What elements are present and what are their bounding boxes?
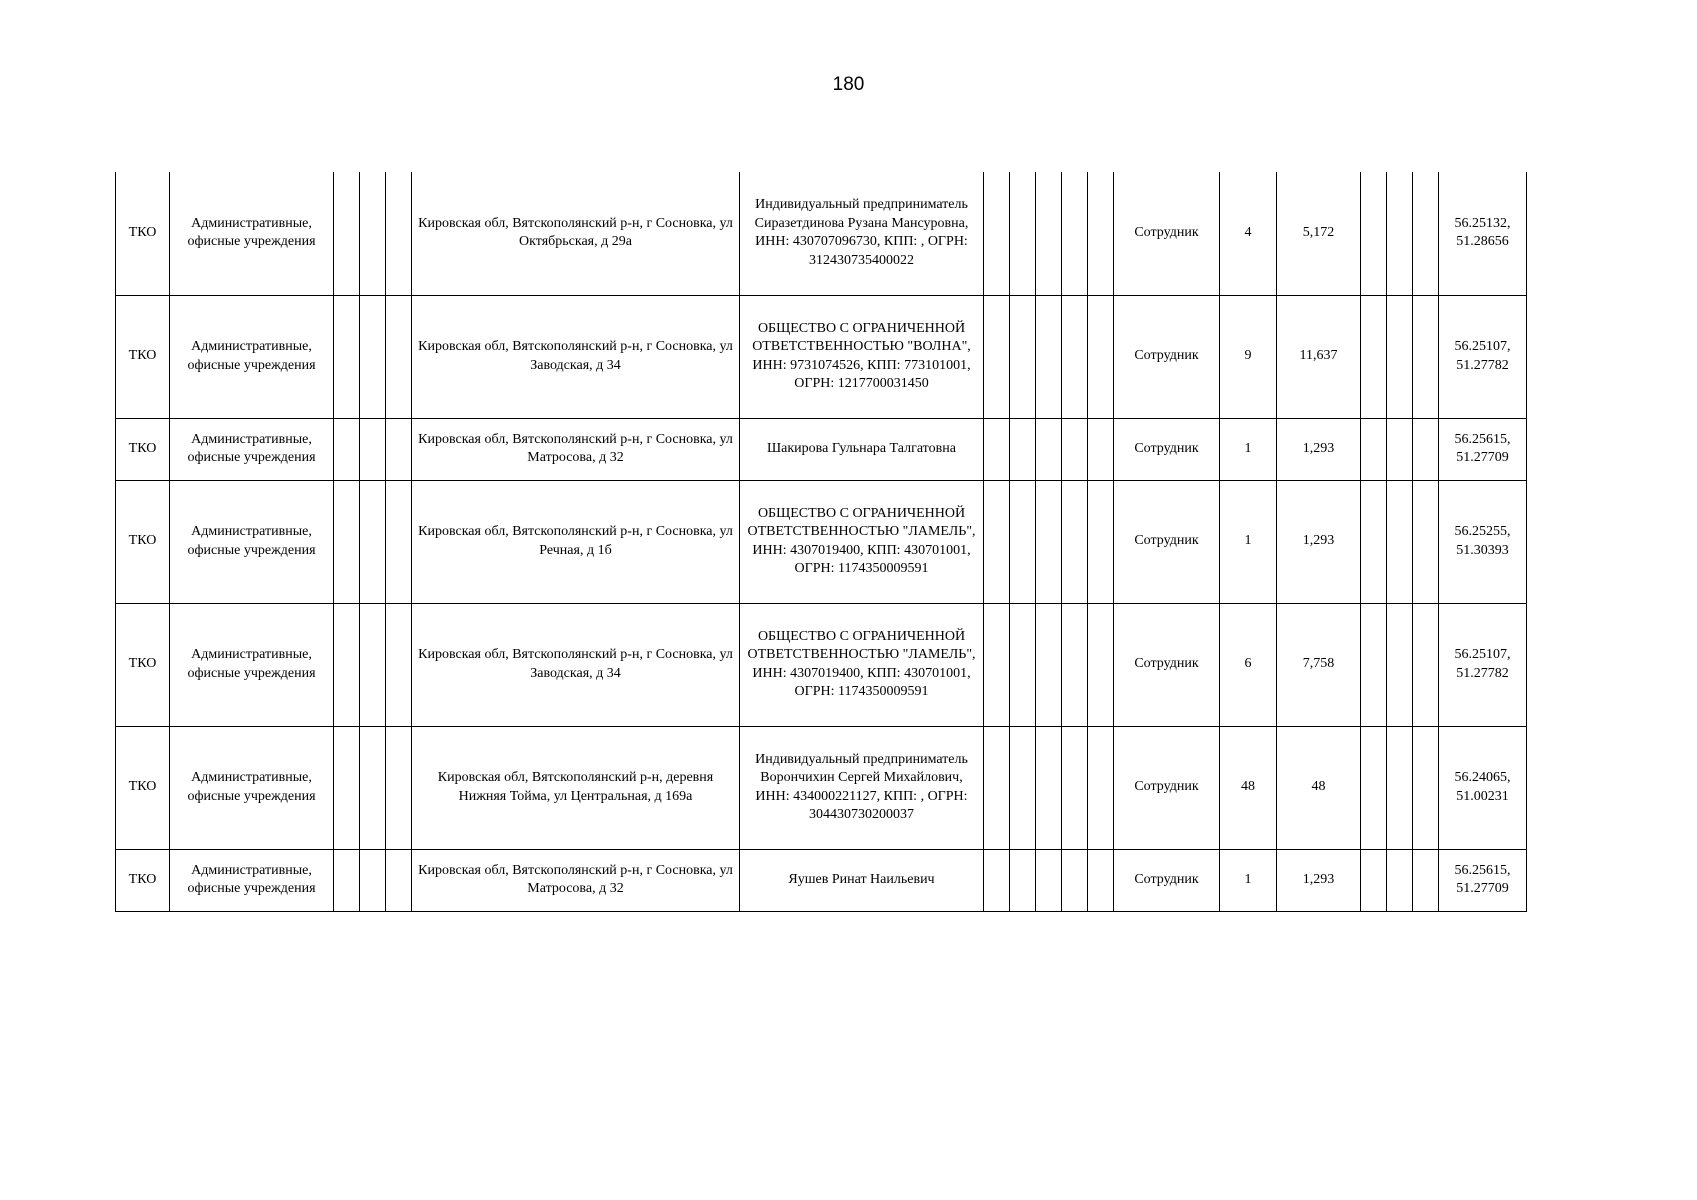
address-cell: Кировская обл, Вятскополянский р-н, г Сосновка, ул Заводская, д 34 xyxy=(412,603,740,726)
quantity-cell: 1 xyxy=(1220,480,1277,603)
empty-cell xyxy=(334,172,360,295)
empty-cell xyxy=(334,295,360,418)
volume-cell: 11,637 xyxy=(1277,295,1361,418)
empty-cell xyxy=(1413,726,1439,849)
quantity-cell: 1 xyxy=(1220,849,1277,911)
table-row xyxy=(116,726,1527,849)
empty-cell xyxy=(1010,295,1036,418)
empty-cell xyxy=(1036,849,1062,911)
empty-cell xyxy=(1361,849,1387,911)
empty-cell xyxy=(386,295,412,418)
waste-type-cell: ТКО xyxy=(116,172,170,295)
quantity-cell: 9 xyxy=(1220,295,1277,418)
owner-cell: Шакирова Гульнара Талгатовна xyxy=(740,418,984,480)
empty-cell xyxy=(1036,172,1062,295)
quantity-cell: 48 xyxy=(1220,726,1277,849)
empty-cell xyxy=(1387,726,1413,849)
quantity-cell: 6 xyxy=(1220,603,1277,726)
address-cell: Кировская обл, Вятскополянский р-н, г Сосновка, ул Матросова, д 32 xyxy=(412,418,740,480)
empty-cell xyxy=(1413,849,1439,911)
empty-cell xyxy=(334,418,360,480)
empty-cell xyxy=(386,726,412,849)
address-cell: Кировская обл, Вятскополянский р-н, г Сосновка, ул Речная, д 1б xyxy=(412,480,740,603)
waste-type-cell: ТКО xyxy=(116,480,170,603)
empty-cell xyxy=(984,295,1010,418)
table-row xyxy=(116,849,1527,911)
empty-cell xyxy=(1387,480,1413,603)
empty-cell xyxy=(1387,603,1413,726)
empty-cell xyxy=(1062,418,1088,480)
coords-cell: 56.25615, 51.27709 xyxy=(1439,849,1527,911)
empty-cell xyxy=(1010,603,1036,726)
empty-cell xyxy=(984,603,1010,726)
empty-cell xyxy=(1062,295,1088,418)
table-row xyxy=(116,295,1527,418)
table-row xyxy=(116,418,1527,480)
empty-cell xyxy=(1010,172,1036,295)
table-row xyxy=(116,172,1527,295)
empty-cell xyxy=(386,849,412,911)
empty-cell xyxy=(1062,480,1088,603)
empty-cell xyxy=(1036,603,1062,726)
coords-cell: 56.24065, 51.00231 xyxy=(1439,726,1527,849)
category-cell: Административные, офисные учреждения xyxy=(170,480,334,603)
empty-cell xyxy=(1010,726,1036,849)
table-row xyxy=(116,480,1527,603)
volume-cell: 1,293 xyxy=(1277,849,1361,911)
address-cell: Кировская обл, Вятскополянский р-н, г Сосновка, ул Заводская, д 34 xyxy=(412,295,740,418)
owner-cell: ОБЩЕСТВО С ОГРАНИЧЕННОЙ ОТВЕТСТВЕННОСТЬЮ "ВОЛНА", ИНН: 9731074526, КПП: 773101001, ОГРН: 1217700031450 xyxy=(740,295,984,418)
empty-cell xyxy=(360,418,386,480)
coords-cell: 56.25132, 51.28656 xyxy=(1439,172,1527,295)
unit-cell: Сотрудник xyxy=(1114,418,1220,480)
empty-cell xyxy=(386,603,412,726)
address-cell: Кировская обл, Вятскополянский р-н, г Сосновка, ул Октябрьская, д 29а xyxy=(412,172,740,295)
empty-cell xyxy=(1361,480,1387,603)
waste-type-cell: ТКО xyxy=(116,418,170,480)
owner-cell: Индивидуальный предприниматель Сиразетдинова Рузана Мансуровна, ИНН: 430707096730, КПП: , ОГРН: 312430735400022 xyxy=(740,172,984,295)
empty-cell xyxy=(334,603,360,726)
empty-cell xyxy=(360,295,386,418)
empty-cell xyxy=(984,849,1010,911)
empty-cell xyxy=(984,726,1010,849)
empty-cell xyxy=(1413,603,1439,726)
empty-cell xyxy=(1036,295,1062,418)
waste-type-cell: ТКО xyxy=(116,849,170,911)
address-cell: Кировская обл, Вятскополянский р-н, г Сосновка, ул Матросова, д 32 xyxy=(412,849,740,911)
empty-cell xyxy=(1413,295,1439,418)
empty-cell xyxy=(1387,172,1413,295)
page-number: 180 xyxy=(832,74,865,95)
volume-cell: 48 xyxy=(1277,726,1361,849)
empty-cell xyxy=(1062,172,1088,295)
empty-cell xyxy=(1062,603,1088,726)
unit-cell: Сотрудник xyxy=(1114,295,1220,418)
category-cell: Административные, офисные учреждения xyxy=(170,849,334,911)
empty-cell xyxy=(1361,172,1387,295)
empty-cell xyxy=(1387,295,1413,418)
coords-cell: 56.25615, 51.27709 xyxy=(1439,418,1527,480)
table-row xyxy=(116,603,1527,726)
unit-cell: Сотрудник xyxy=(1114,172,1220,295)
coords-cell: 56.25107, 51.27782 xyxy=(1439,295,1527,418)
empty-cell xyxy=(360,480,386,603)
quantity-cell: 4 xyxy=(1220,172,1277,295)
empty-cell xyxy=(1088,849,1114,911)
waste-type-cell: ТКО xyxy=(116,726,170,849)
empty-cell xyxy=(360,172,386,295)
unit-cell: Сотрудник xyxy=(1114,849,1220,911)
empty-cell xyxy=(1387,418,1413,480)
empty-cell xyxy=(334,480,360,603)
quantity-cell: 1 xyxy=(1220,418,1277,480)
waste-registry-table xyxy=(115,172,1527,912)
unit-cell: Сотрудник xyxy=(1114,480,1220,603)
empty-cell xyxy=(984,418,1010,480)
empty-cell xyxy=(1387,849,1413,911)
empty-cell xyxy=(360,603,386,726)
category-cell: Административные, офисные учреждения xyxy=(170,603,334,726)
empty-cell xyxy=(334,726,360,849)
empty-cell xyxy=(1413,172,1439,295)
category-cell: Административные, офисные учреждения xyxy=(170,726,334,849)
owner-cell: ОБЩЕСТВО С ОГРАНИЧЕННОЙ ОТВЕТСТВЕННОСТЬЮ "ЛАМЕЛЬ", ИНН: 4307019400, КПП: 430701001, ОГРН: 1174350009591 xyxy=(740,603,984,726)
empty-cell xyxy=(1361,726,1387,849)
empty-cell xyxy=(360,726,386,849)
empty-cell xyxy=(1036,726,1062,849)
empty-cell xyxy=(386,480,412,603)
volume-cell: 1,293 xyxy=(1277,480,1361,603)
empty-cell xyxy=(1010,480,1036,603)
owner-cell: Яушев Ринат Наильевич xyxy=(740,849,984,911)
category-cell: Административные, офисные учреждения xyxy=(170,295,334,418)
empty-cell xyxy=(1413,418,1439,480)
empty-cell xyxy=(1088,480,1114,603)
empty-cell xyxy=(1361,295,1387,418)
empty-cell xyxy=(1088,295,1114,418)
waste-type-cell: ТКО xyxy=(116,603,170,726)
empty-cell xyxy=(1088,172,1114,295)
category-cell: Административные, офисные учреждения xyxy=(170,172,334,295)
empty-cell xyxy=(1036,418,1062,480)
volume-cell: 1,293 xyxy=(1277,418,1361,480)
coords-cell: 56.25255, 51.30393 xyxy=(1439,480,1527,603)
empty-cell xyxy=(1010,418,1036,480)
empty-cell xyxy=(984,480,1010,603)
owner-cell: ОБЩЕСТВО С ОГРАНИЧЕННОЙ ОТВЕТСТВЕННОСТЬЮ "ЛАМЕЛЬ", ИНН: 4307019400, КПП: 430701001, ОГРН: 1174350009591 xyxy=(740,480,984,603)
category-cell: Административные, офисные учреждения xyxy=(170,418,334,480)
unit-cell: Сотрудник xyxy=(1114,603,1220,726)
coords-cell: 56.25107, 51.27782 xyxy=(1439,603,1527,726)
waste-type-cell: ТКО xyxy=(116,295,170,418)
empty-cell xyxy=(1361,418,1387,480)
unit-cell: Сотрудник xyxy=(1114,726,1220,849)
empty-cell xyxy=(1010,849,1036,911)
empty-cell xyxy=(1062,726,1088,849)
empty-cell xyxy=(1088,418,1114,480)
owner-cell: Индивидуальный предприниматель Ворончихин Сергей Михайлович, ИНН: 434000221127, КПП: , ОГРН: 304430730200037 xyxy=(740,726,984,849)
empty-cell xyxy=(1062,849,1088,911)
empty-cell xyxy=(1413,480,1439,603)
empty-cell xyxy=(984,172,1010,295)
empty-cell xyxy=(1036,480,1062,603)
volume-cell: 7,758 xyxy=(1277,603,1361,726)
empty-cell xyxy=(1088,603,1114,726)
empty-cell xyxy=(386,172,412,295)
volume-cell: 5,172 xyxy=(1277,172,1361,295)
empty-cell xyxy=(1088,726,1114,849)
empty-cell xyxy=(334,849,360,911)
address-cell: Кировская обл, Вятскополянский р-н, деревня Нижняя Тойма, ул Центральная, д 169а xyxy=(412,726,740,849)
empty-cell xyxy=(360,849,386,911)
empty-cell xyxy=(386,418,412,480)
empty-cell xyxy=(1361,603,1387,726)
